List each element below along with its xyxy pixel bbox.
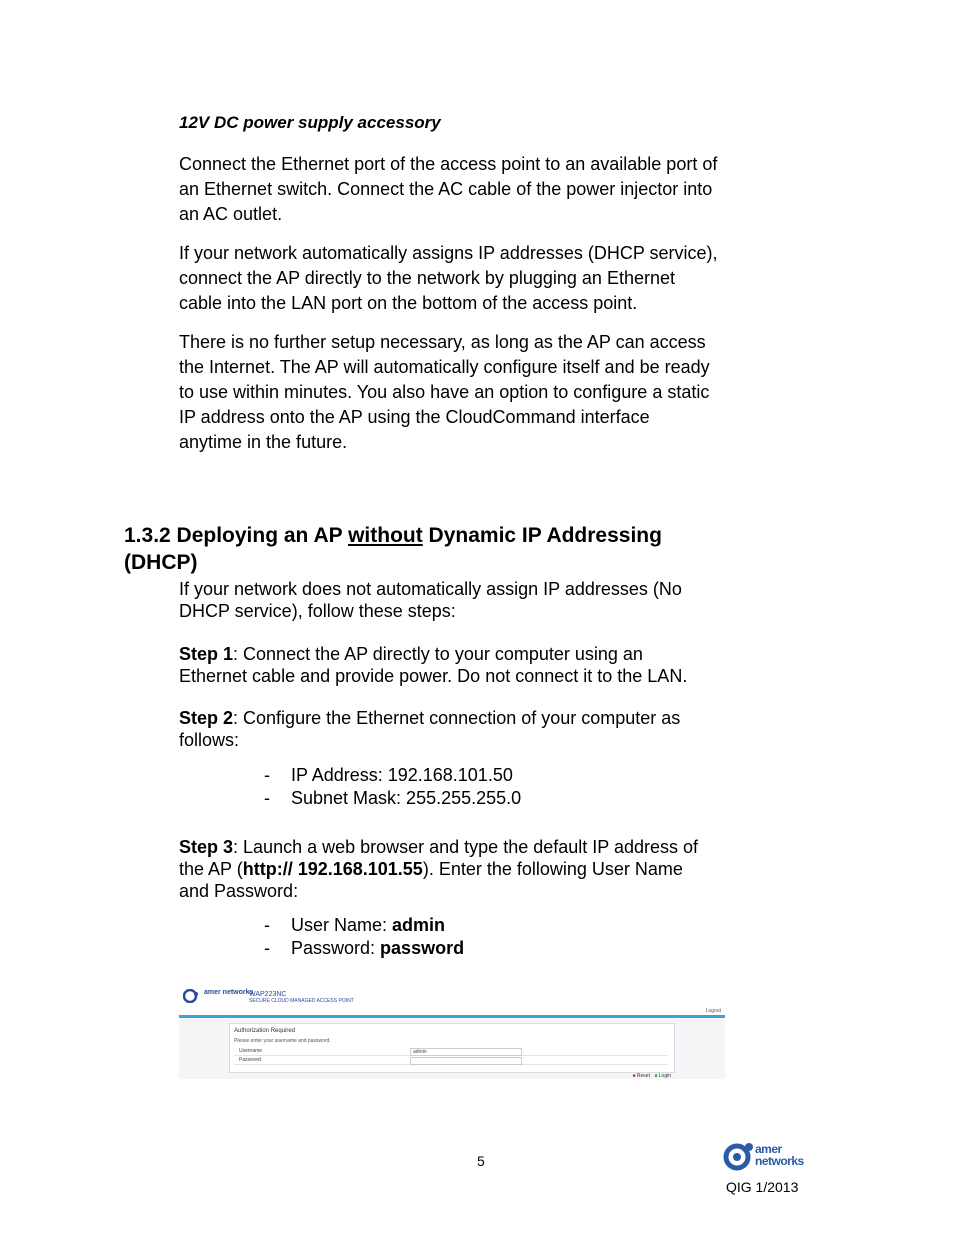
list-dash: -	[264, 938, 270, 958]
reset-icon: ■	[632, 1073, 636, 1079]
password-label: Password	[239, 1057, 261, 1063]
heading-suffix: Dynamic IP Addressing	[422, 524, 662, 547]
amer-logo-icon	[723, 1140, 757, 1172]
list-item	[0, 764, 954, 787]
username-value: admin	[413, 1049, 427, 1055]
password-field[interactable]	[410, 1057, 522, 1065]
intro-paragraph	[179, 578, 682, 622]
step-text: ). Enter the following User Name	[422, 859, 683, 879]
credential-value: password	[380, 938, 465, 958]
step-label: Step 3	[179, 837, 234, 857]
paragraph-dhcp	[179, 241, 718, 316]
step-label: Step 1	[179, 644, 234, 664]
para-line: DHCP service), follow these steps:	[179, 601, 456, 621]
credential-label: Password:	[291, 938, 381, 958]
para-line: Connect the Ethernet port of the access point to an available port of	[179, 154, 718, 174]
heading-prefix: 1.3.2 Deploying an AP	[124, 524, 349, 547]
screenshot-buttons	[632, 1073, 671, 1079]
paragraph-setup	[179, 330, 710, 455]
para-line: the Internet. The AP will automatically configure itself and be ready	[179, 357, 710, 377]
step-1	[179, 643, 687, 687]
list-dash: -	[264, 788, 270, 808]
footer-code: QIG 1/2013	[726, 1179, 799, 1195]
para-line: If your network automatically assigns IP addresses (DHCP service),	[179, 243, 718, 263]
page-number: 5	[477, 1153, 485, 1169]
footer-logo-text: amer networks	[755, 1142, 804, 1168]
step-2	[179, 707, 680, 751]
paragraph-ethernet	[179, 152, 717, 227]
list-item	[0, 914, 954, 937]
screenshot-product	[249, 991, 354, 1005]
para-line: If your network does not automatically assign IP addresses (No	[179, 579, 682, 599]
para-line: IP address onto the AP using the CloudCommand interface	[179, 407, 650, 427]
product-subtitle: SECURE CLOUD MANAGED ACCESS POINT	[249, 998, 354, 1004]
list-text: IP Address: 192.168.101.50	[291, 765, 513, 785]
auth-title: Authorization Required	[234, 1028, 296, 1034]
step-text: : Launch a web browser and type the default IP address of	[233, 837, 698, 857]
para-line: There is no further setup necessary, as long as the AP can access	[179, 332, 706, 352]
reset-button[interactable]: Reset	[636, 1073, 650, 1079]
credential-label: User Name:	[291, 915, 393, 935]
para-line: an AC outlet.	[179, 204, 283, 224]
login-icon: ■	[654, 1073, 658, 1079]
password-row	[234, 1057, 668, 1065]
login-screenshot	[179, 985, 725, 1079]
list-dash: -	[264, 915, 270, 935]
step-label: Step 2	[179, 708, 234, 728]
footer-logo	[723, 1140, 813, 1172]
screenshot-brand: amer networks	[204, 989, 254, 996]
list-item	[0, 937, 954, 960]
credential-value: admin	[392, 915, 446, 935]
list-text: Subnet Mask: 255.255.255.0	[291, 788, 522, 808]
logout-link[interactable]: Logout	[705, 1008, 721, 1014]
section-heading	[124, 522, 662, 576]
default-url: http:// 192.168.101.55	[242, 859, 423, 879]
para-line: cable into the LAN port on the bottom of the access point.	[179, 293, 638, 313]
product-name: WAP223NC	[249, 991, 287, 998]
username-label: Username	[239, 1048, 263, 1054]
auth-panel	[229, 1023, 675, 1073]
username-field[interactable]	[410, 1048, 522, 1056]
auth-message: Please enter your username and password.	[234, 1038, 331, 1044]
subheading: 12V DC power supply accessory	[179, 113, 441, 132]
list-dash: -	[264, 765, 270, 785]
login-button[interactable]: Login	[658, 1073, 671, 1079]
step-text: the AP (	[179, 859, 243, 879]
step-text: : Connect the AP directly to your computer using an	[233, 644, 643, 664]
step-text: : Configure the Ethernet connection of your computer as	[233, 708, 681, 728]
header-band	[179, 1015, 725, 1018]
step-text: Ethernet cable and provide power. Do not connect it to the LAN.	[179, 666, 688, 686]
para-line: anytime in the future.	[179, 432, 348, 452]
para-line: an Ethernet switch. Connect the AC cable of the power injector into	[179, 179, 713, 199]
heading-line2: (DHCP)	[124, 551, 198, 574]
list-item	[0, 787, 954, 810]
para-line: connect the AP directly to the network by plugging an Ethernet	[179, 268, 675, 288]
heading-underlined: without	[348, 524, 423, 547]
amer-logo-icon	[183, 989, 201, 1003]
step-text: follows:	[179, 730, 240, 750]
screenshot-header	[179, 985, 725, 1015]
step-text: and Password:	[179, 881, 299, 901]
para-line: to use within minutes. You also have an option to configure a static	[179, 382, 710, 402]
username-row	[234, 1048, 668, 1056]
step-3	[179, 836, 698, 902]
